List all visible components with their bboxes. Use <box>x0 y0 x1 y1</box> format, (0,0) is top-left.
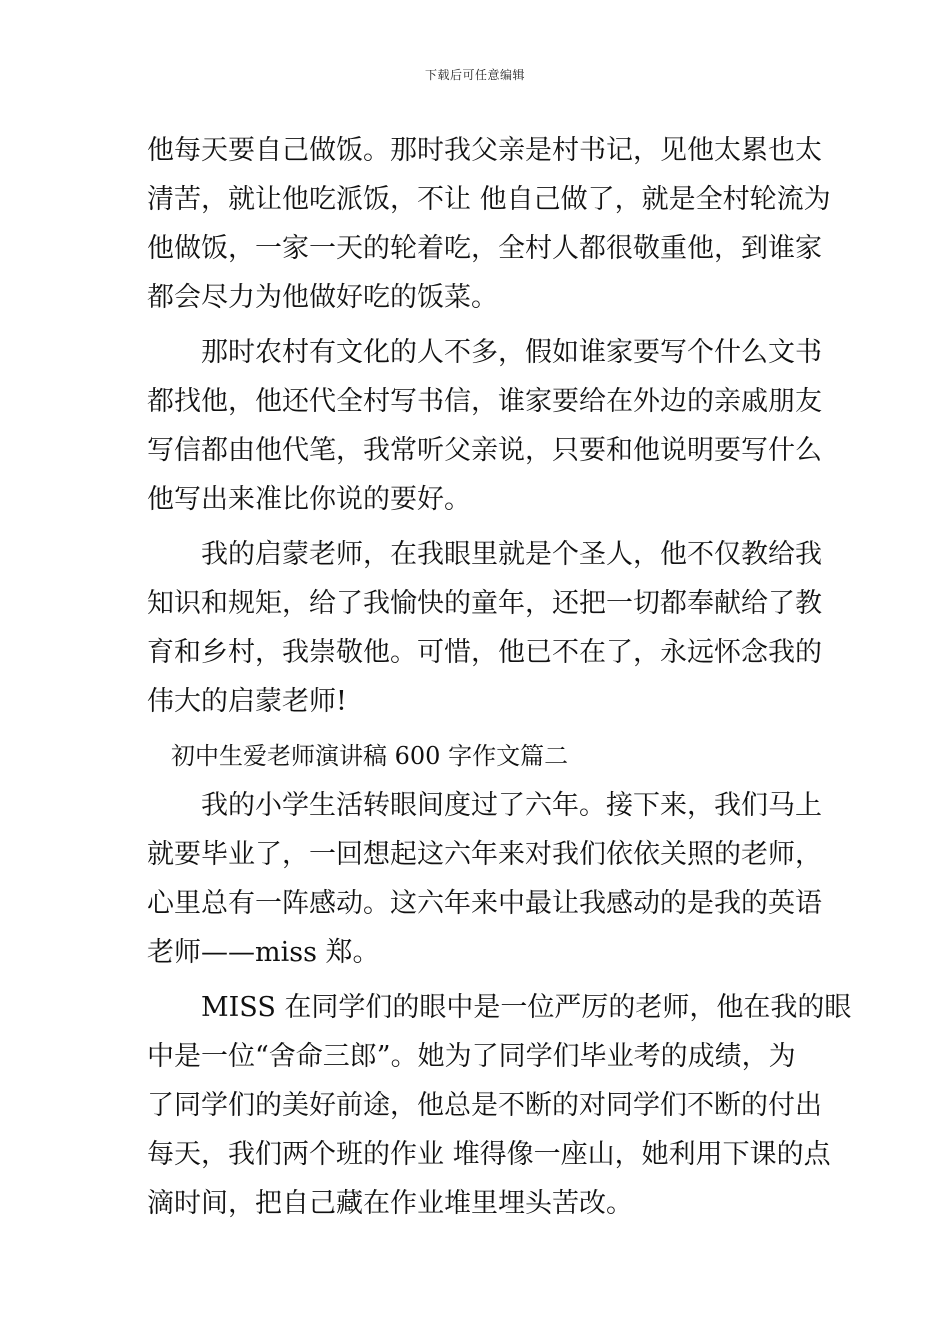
text-line: 他写出来准比你说的要好。 <box>147 484 471 515</box>
paragraph-2 <box>147 328 822 524</box>
text-line: MISS 在同学们的眼中是一位严厉的老师，他在我的眼 <box>201 992 852 1023</box>
paragraph-4 <box>147 781 822 977</box>
document-body <box>147 126 852 1228</box>
text-line: 就要毕业了，一回想起这六年来对我们依依关照的老师， <box>147 839 822 870</box>
text-line: 他做饭，一家一天的轮着吃，全村人都很敬重他，到谁家 <box>147 233 822 264</box>
text-line: 育和乡村，我崇敬他。可惜，他已不在了，永远怀念我的 <box>147 637 822 668</box>
paragraph-3 <box>147 530 822 726</box>
text-line: 中是一位“舍命三郎”。她为了同学们毕业考的成绩，为 <box>147 1041 796 1072</box>
text-line: 写信都由他代笔，我常听父亲说，只要和他说明要写什么 <box>147 435 822 466</box>
section-title: 初中生爱老师演讲稿 600 字作文篇二 <box>171 742 569 770</box>
text-line: 我的小学生活转眼间度过了六年。接下来，我们马上 <box>201 790 822 821</box>
page-header: 下载后可任意编辑 <box>424 68 525 82</box>
text-line: 了同学们的美好前途，他总是不断的对同学们不断的付出 <box>147 1090 822 1121</box>
text-line: 清苦，就让他吃派饭，不让 他自己做了，就是全村轮流为 <box>147 184 831 215</box>
text-line: 心里总有一阵感动。这六年来中最让我感动的是我的英语 <box>147 888 822 919</box>
text-line: 老师——miss 郑。 <box>147 937 380 968</box>
text-line: 都找他，他还代全村写书信，谁家要给在外边的亲戚朋友 <box>147 386 822 417</box>
text-line: 滴时间，把自己藏在作业堆里埋头苦改。 <box>147 1188 633 1219</box>
text-line: 我的启蒙老师，在我眼里就是个圣人，他不仅教给我 <box>201 539 822 570</box>
text-line: 知识和规矩，给了我愉快的童年，还把一切都奉献给了教 <box>147 588 822 619</box>
text-line: 他每天要自己做饭。那时我父亲是村书记，见他太累也太 <box>147 135 822 166</box>
text-line: 那时农村有文化的人不多，假如谁家要写个什么文书 <box>201 337 822 368</box>
text-line: 都会尽力为他做好吃的饭菜。 <box>147 282 498 313</box>
text-line: 伟大的启蒙老师! <box>147 686 347 717</box>
paragraph-5 <box>147 983 852 1228</box>
paragraph-1 <box>147 126 831 322</box>
text-line: 每天，我们两个班的作业 堆得像一座山，她利用下课的点 <box>147 1139 831 1170</box>
